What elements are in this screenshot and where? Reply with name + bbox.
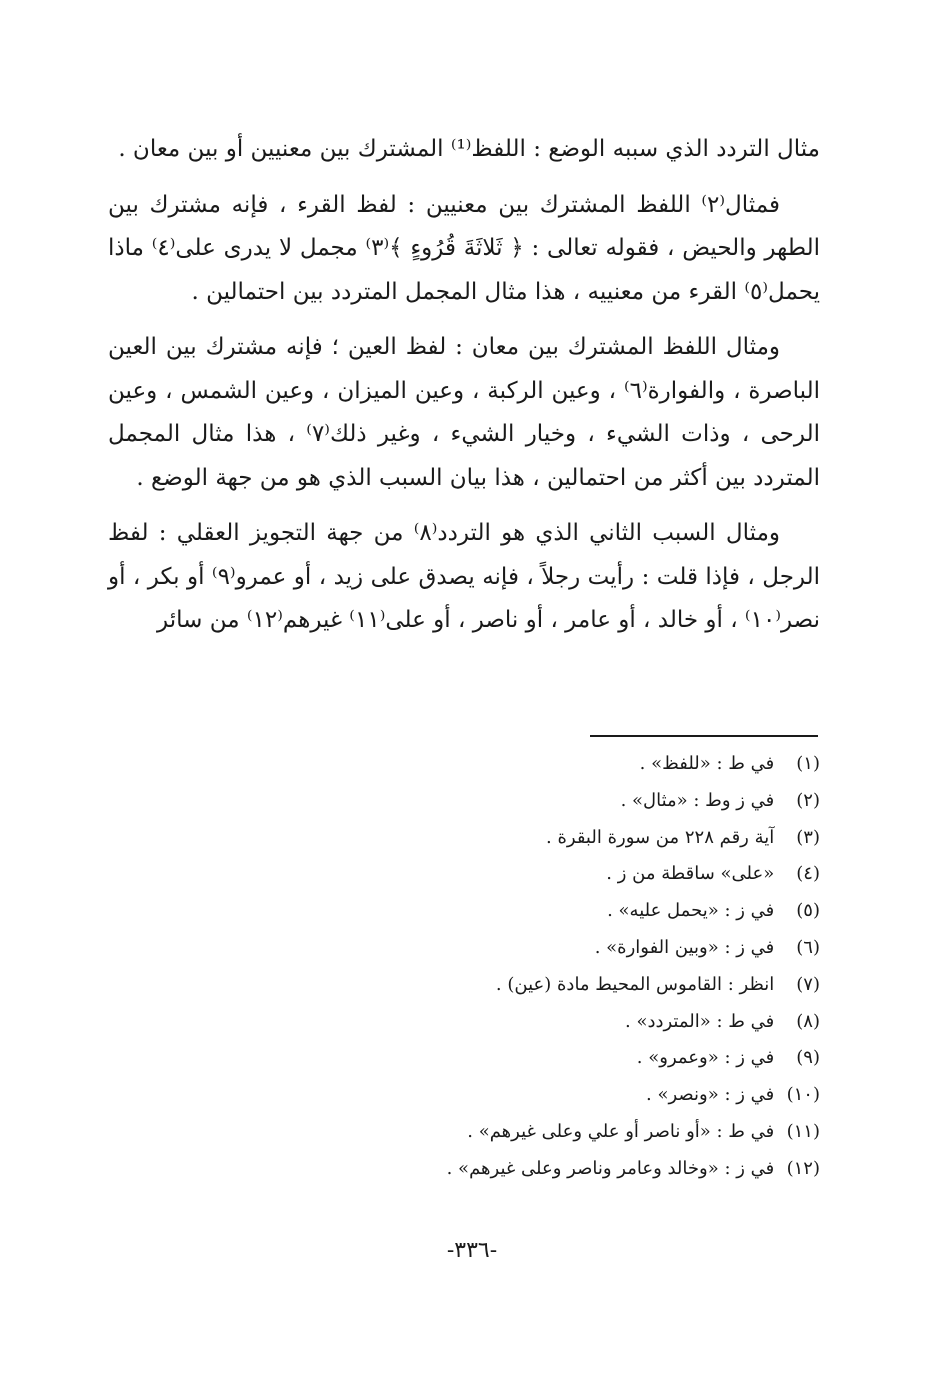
- footnote-number: (٦): [796, 936, 820, 958]
- footnote-item: [260, 856, 820, 893]
- footnote-item: [260, 1040, 820, 1077]
- footnote-item: [260, 1151, 820, 1188]
- footnote-text: في ز : «وبين الفوارة» .: [594, 936, 775, 958]
- footnote-item: [260, 967, 820, 1004]
- page-number: -٣٣٦-: [446, 1238, 498, 1263]
- footnote-number: (٤): [796, 863, 820, 885]
- footnote-text: في ز : «ونصر» .: [646, 1084, 775, 1106]
- footnote-text: «على» ساقطة من ز .: [606, 863, 775, 885]
- footnote-number: (٢): [796, 789, 820, 811]
- footnote-number: (٩): [796, 1047, 820, 1069]
- footnote-item: [260, 820, 820, 857]
- footnotes-list: [260, 746, 820, 1188]
- footnote-text: في ز وط : «مثال» .: [620, 789, 775, 811]
- footnote-text: في ز : «يحمل عليه» .: [607, 900, 775, 922]
- main-text-body: [108, 128, 820, 643]
- paragraph-1: مثال التردد الذي سببه الوضع : اللفظ⁽¹⁾ المشترك بين معنيين أو بين معان .: [118, 136, 820, 162]
- paragraph-3: ومثال اللفظ المشترك بين معان : لفظ العين ؛ فإنه مشترك بين العين الباصرة ، والفوارة⁽٦⁾ ، وعين الركبة ، وعين الميزان ، وعين الشمس ، وعين الرحى ، وذات الشيء ، وخيار الشيء ، وغير ذلك⁽٧⁾ ، هذا مثال المجمل المتردد بين أكثر من احتمالين ، هذا بيان السبب الذي هو من جهة الوضع .: [108, 334, 820, 491]
- footnote-number: (٧): [796, 973, 820, 995]
- footnote-number: (١١): [786, 1120, 820, 1142]
- footnote-text: في ط : «للفظ» .: [639, 753, 775, 774]
- footnote-text: في ط : «أو ناصر أو علي وعلى غيرهم» .: [467, 1120, 775, 1142]
- footnote-text: في ط : «المتردد» .: [625, 1010, 775, 1032]
- paragraph-2: فمثال⁽٢⁾ اللفظ المشترك بين معنيين : لفظ القرء ، فإنه مشترك بين الطهر والحيض ، فقوله تعالى : ﴿ ثَلاثَةَ قُرُوءٍ ﴾⁽٣⁾ مجمل لا يدرى على⁽٤⁾ ماذا يحمل⁽٥⁾ القرء من معنييه ، هذا مثال المجمل المتردد بين احتمالين .: [108, 191, 820, 305]
- footnote-number: (١٠): [786, 1084, 820, 1106]
- footnote-item: [260, 930, 820, 967]
- footnote-number: (٣): [796, 826, 820, 848]
- footnote-item: [260, 783, 820, 820]
- footnote-divider: [590, 735, 818, 737]
- footnote-text: في ز : «وعمرو» .: [636, 1047, 775, 1069]
- footnote-text: في ز : «وخالد وعامر وناصر وعلى غيرهم» .: [446, 1157, 775, 1179]
- footnote-item: [260, 1004, 820, 1041]
- footnote-number: (٥): [796, 900, 820, 922]
- footnote-number: (١): [796, 753, 820, 774]
- footnote-item: [260, 1114, 820, 1151]
- footnote-item: [260, 1077, 820, 1114]
- footnote-number: (١٢): [786, 1157, 820, 1179]
- footnote-text: آية رقم ٢٢٨ من سورة البقرة .: [546, 826, 775, 848]
- footnote-text: انظر : القاموس المحيط مادة (عين) .: [495, 973, 775, 995]
- paragraph-4: ومثال السبب الثاني الذي هو التردد⁽٨⁾ من جهة التجويز العقلي : لفظ الرجل ، فإذا قلت : رأيت رجلاً ، فإنه يصدق على زيد ، أو عمرو⁽٩⁾ أو بكر ، أو نصر⁽١٠⁾ ، أو خالد ، أو عامر ، أو ناصر ، أو على⁽١١⁾ غيرهم⁽١٢⁾ من سائر: [108, 520, 820, 633]
- footnote-item: [260, 746, 820, 783]
- footnote-item: [260, 893, 820, 930]
- footnote-number: (٨): [796, 1010, 820, 1032]
